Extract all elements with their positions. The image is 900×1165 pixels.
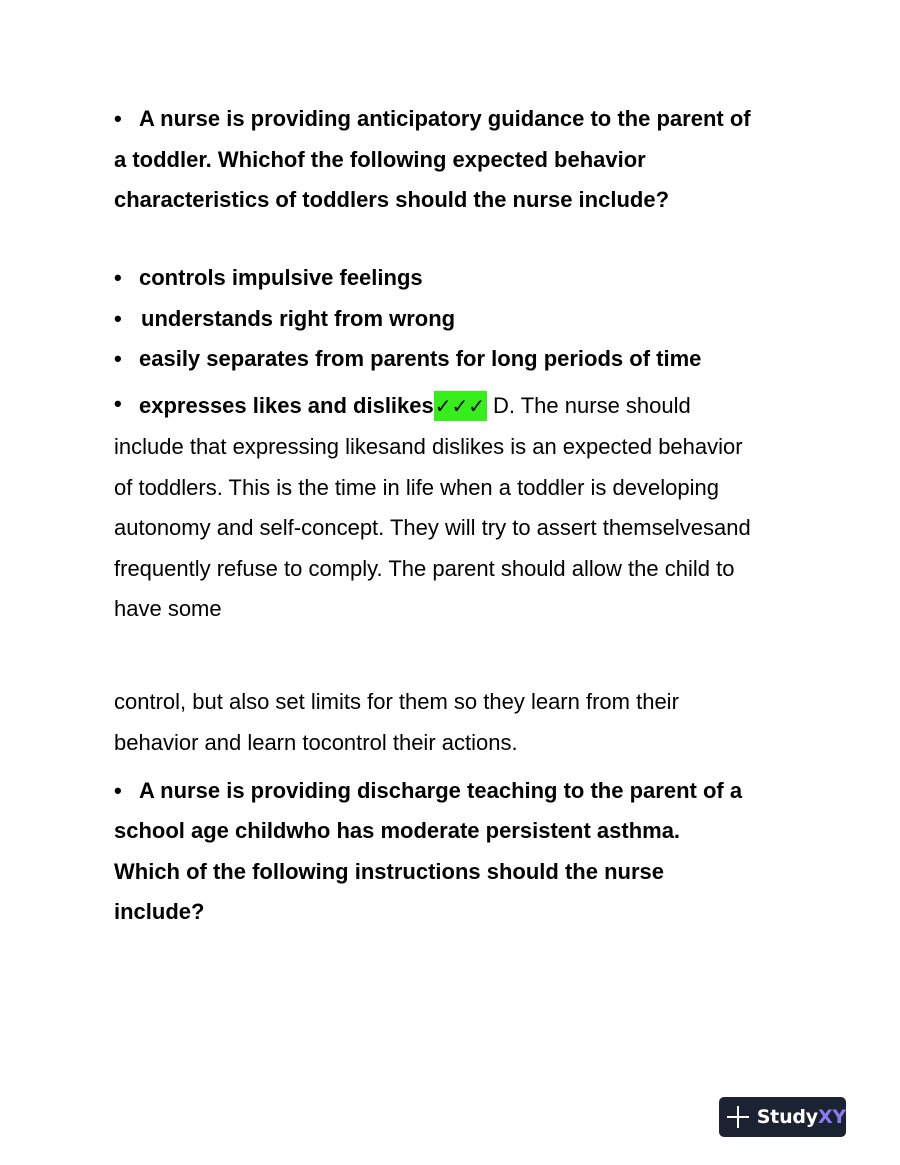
- correct-checkmark-icon: ✓✓✓: [434, 391, 487, 421]
- option-d: expresses likes and dislikes: [139, 393, 434, 418]
- explanation-start: D. The nurse should: [493, 393, 691, 418]
- explanation-line-2: of toddlers. This is the time in life when a toddler is developing: [114, 475, 719, 500]
- question1-bullet: •: [114, 106, 122, 131]
- brand-name: [757, 1106, 846, 1128]
- question2-line-1: A nurse is providing discharge teaching to the parent of a: [139, 778, 743, 803]
- explanation-line-1: include that expressing likesand dislikes is an expected behavior: [114, 434, 743, 459]
- question2-bullet: •: [114, 778, 122, 803]
- option-d-bullet: •: [114, 391, 122, 416]
- explanation-line-7: behavior and learn tocontrol their actions.: [114, 730, 518, 755]
- explanation-line-6: control, but also set limits for them so they learn from their: [114, 689, 679, 714]
- brand-main: Study: [756, 1106, 818, 1128]
- option-b: understands right from wrong: [141, 306, 456, 331]
- question1-line-2: a toddler. Whichof the following expected behavior: [114, 147, 646, 172]
- explanation-line-5: have some: [114, 596, 222, 621]
- explanation-line-3: autonomy and self-concept. They will try to assert themselvesand: [114, 515, 751, 540]
- option-d-row: [139, 391, 691, 421]
- option-c-bullet: •: [114, 346, 122, 371]
- plus-icon: [727, 1106, 749, 1128]
- brand-accent: XY: [817, 1106, 846, 1128]
- question2-line-3: Which of the following instructions should the nurse: [114, 859, 664, 884]
- option-b-bullet: •: [114, 306, 122, 331]
- question2-line-4: include?: [114, 899, 205, 924]
- question1-line-3: characteristics of toddlers should the nurse include?: [114, 187, 670, 212]
- question1-line-1: A nurse is providing anticipatory guidance to the parent of: [139, 106, 751, 131]
- option-c: easily separates from parents for long periods of time: [139, 346, 702, 371]
- question2-line-2: school age childwho has moderate persistent asthma.: [114, 818, 681, 843]
- option-a: controls impulsive feelings: [139, 265, 423, 290]
- studyxy-badge[interactable]: [719, 1097, 846, 1137]
- explanation-line-4: frequently refuse to comply. The parent should allow the child to: [114, 556, 735, 581]
- option-a-bullet: •: [114, 265, 122, 290]
